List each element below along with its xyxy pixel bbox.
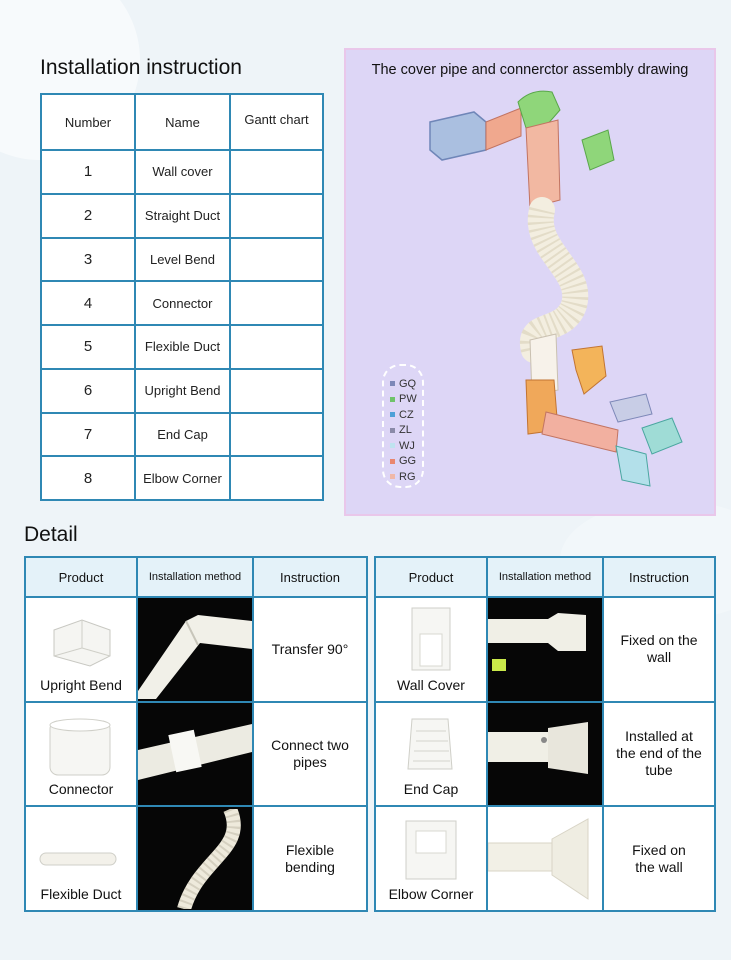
header-installation-method: Installation method bbox=[488, 558, 602, 596]
table-row bbox=[42, 370, 322, 412]
method-photo bbox=[138, 598, 252, 701]
table-row bbox=[42, 414, 322, 456]
legend-code: GQ bbox=[399, 377, 417, 390]
legend-swatch bbox=[390, 397, 395, 402]
instruction-text: Installed at bbox=[625, 728, 693, 745]
flexible-duct-photo bbox=[138, 809, 252, 909]
row-name: Upright Bend bbox=[136, 370, 229, 412]
connector-image bbox=[26, 709, 136, 779]
wall-cover-image bbox=[376, 604, 486, 674]
row-gantt bbox=[231, 414, 322, 456]
product-cell bbox=[26, 703, 136, 806]
instruction-cell bbox=[254, 703, 366, 806]
installation-title: Installation instruction bbox=[40, 56, 242, 79]
detail-table-right bbox=[374, 556, 716, 912]
method-photo bbox=[488, 703, 602, 806]
instruction-cell bbox=[254, 807, 366, 910]
product-name: Connector bbox=[48, 781, 114, 798]
header-product: Product bbox=[376, 558, 486, 596]
table-row bbox=[376, 807, 714, 910]
legend-item bbox=[384, 469, 422, 485]
row-gantt bbox=[231, 195, 322, 237]
elbow-corner-image bbox=[376, 813, 486, 883]
legend-item bbox=[384, 438, 422, 454]
detail-title: Detail bbox=[24, 523, 78, 546]
table-row bbox=[376, 703, 714, 806]
row-number: 8 bbox=[42, 457, 134, 499]
legend-item bbox=[384, 407, 422, 423]
table-row bbox=[26, 703, 366, 806]
legend-swatch bbox=[390, 459, 395, 464]
legend-swatch bbox=[390, 381, 395, 386]
table-row bbox=[42, 326, 322, 368]
row-number: 1 bbox=[42, 151, 134, 193]
legend-code: RG bbox=[399, 470, 416, 483]
table-row bbox=[42, 151, 322, 193]
table-row bbox=[26, 598, 366, 701]
legend-code: CZ bbox=[399, 408, 414, 421]
instruction-cell bbox=[604, 598, 714, 701]
row-number: 5 bbox=[42, 326, 134, 368]
row-gantt bbox=[231, 239, 322, 281]
upright-bend-image bbox=[26, 604, 136, 674]
installation-table bbox=[40, 93, 324, 501]
legend-code: GG bbox=[399, 455, 417, 468]
instruction-cell bbox=[604, 703, 714, 806]
product-name: End Cap bbox=[403, 781, 459, 798]
row-gantt bbox=[231, 282, 322, 324]
instruction-text: Fixed on bbox=[632, 841, 686, 858]
instruction-text: Connect two bbox=[271, 736, 349, 753]
legend-swatch bbox=[390, 443, 395, 448]
row-number: 2 bbox=[42, 195, 134, 237]
table-row bbox=[42, 282, 322, 324]
method-photo bbox=[138, 703, 252, 806]
row-name: Connector bbox=[136, 282, 229, 324]
row-name: Elbow Corner bbox=[136, 457, 229, 499]
product-name: Elbow Corner bbox=[388, 886, 474, 902]
table-row bbox=[42, 457, 322, 499]
instruction-text: Transfer 90° bbox=[271, 640, 349, 657]
table-row bbox=[42, 195, 322, 237]
row-name: Level Bend bbox=[136, 239, 229, 281]
instruction-text: Flexible bbox=[285, 841, 335, 858]
connector-photo bbox=[138, 704, 252, 804]
method-photo bbox=[138, 807, 252, 910]
product-name: Flexible Duct bbox=[40, 886, 122, 902]
end-cap-photo bbox=[488, 704, 602, 804]
legend-code: ZL bbox=[399, 424, 412, 437]
row-number: 6 bbox=[42, 370, 134, 412]
row-number: 7 bbox=[42, 414, 134, 456]
row-number: 4 bbox=[42, 282, 134, 324]
row-gantt bbox=[231, 151, 322, 193]
method-photo bbox=[488, 598, 602, 701]
flexible-duct-image bbox=[26, 813, 136, 883]
row-gantt bbox=[231, 326, 322, 368]
product-cell bbox=[376, 598, 486, 701]
instruction-text: Fixed on the bbox=[620, 632, 698, 649]
header-installation-method: Installation method bbox=[138, 558, 252, 596]
legend-item bbox=[384, 376, 422, 392]
wall-cover-photo bbox=[488, 599, 602, 699]
assembly-drawing-panel bbox=[344, 48, 716, 516]
elbow-corner-photo bbox=[488, 809, 602, 909]
row-gantt bbox=[231, 370, 322, 412]
product-cell bbox=[26, 807, 136, 910]
table-row bbox=[42, 239, 322, 281]
legend-item bbox=[384, 392, 422, 408]
header-number: Number bbox=[42, 95, 134, 149]
method-photo bbox=[488, 807, 602, 910]
detail-table-left bbox=[24, 556, 368, 912]
instruction-text: bending bbox=[285, 858, 335, 875]
legend-item bbox=[384, 454, 422, 470]
row-name: End Cap bbox=[136, 414, 229, 456]
table-row bbox=[26, 807, 366, 910]
row-number: 3 bbox=[42, 239, 134, 281]
instruction-text: the wall bbox=[635, 858, 683, 875]
header-instruction: Instruction bbox=[254, 558, 366, 596]
instruction-cell bbox=[254, 598, 366, 701]
header-instruction: Instruction bbox=[604, 558, 714, 596]
instruction-text: wall bbox=[646, 649, 672, 666]
instruction-text: the end of the bbox=[616, 745, 702, 762]
product-cell bbox=[376, 807, 486, 910]
row-gantt bbox=[231, 457, 322, 499]
table-row bbox=[376, 598, 714, 701]
legend-swatch bbox=[390, 474, 395, 479]
color-legend bbox=[382, 364, 424, 488]
product-name: Wall Cover bbox=[397, 676, 465, 693]
header-product: Product bbox=[26, 558, 136, 596]
legend-code: WJ bbox=[399, 439, 415, 452]
assembly-drawing-title: The cover pipe and connerctor assembly drawing bbox=[371, 62, 689, 78]
header-name: Name bbox=[136, 95, 229, 149]
header-gantt: Gantt chart bbox=[231, 95, 322, 149]
legend-item bbox=[384, 423, 422, 439]
instruction-text: tube bbox=[645, 762, 673, 779]
instruction-cell bbox=[604, 807, 714, 910]
legend-code: PW bbox=[399, 393, 417, 406]
product-cell bbox=[376, 703, 486, 806]
end-cap-image bbox=[376, 709, 486, 779]
instruction-text: pipes bbox=[293, 753, 327, 770]
row-name: Flexible Duct bbox=[136, 326, 229, 368]
product-name: Upright Bend bbox=[40, 676, 122, 693]
table-header-row bbox=[42, 95, 322, 149]
upright-bend-photo bbox=[138, 599, 252, 699]
product-cell bbox=[26, 598, 136, 701]
row-name: Straight Duct bbox=[136, 195, 229, 237]
legend-swatch bbox=[390, 428, 395, 433]
legend-swatch bbox=[390, 412, 395, 417]
row-name: Wall cover bbox=[136, 151, 229, 193]
